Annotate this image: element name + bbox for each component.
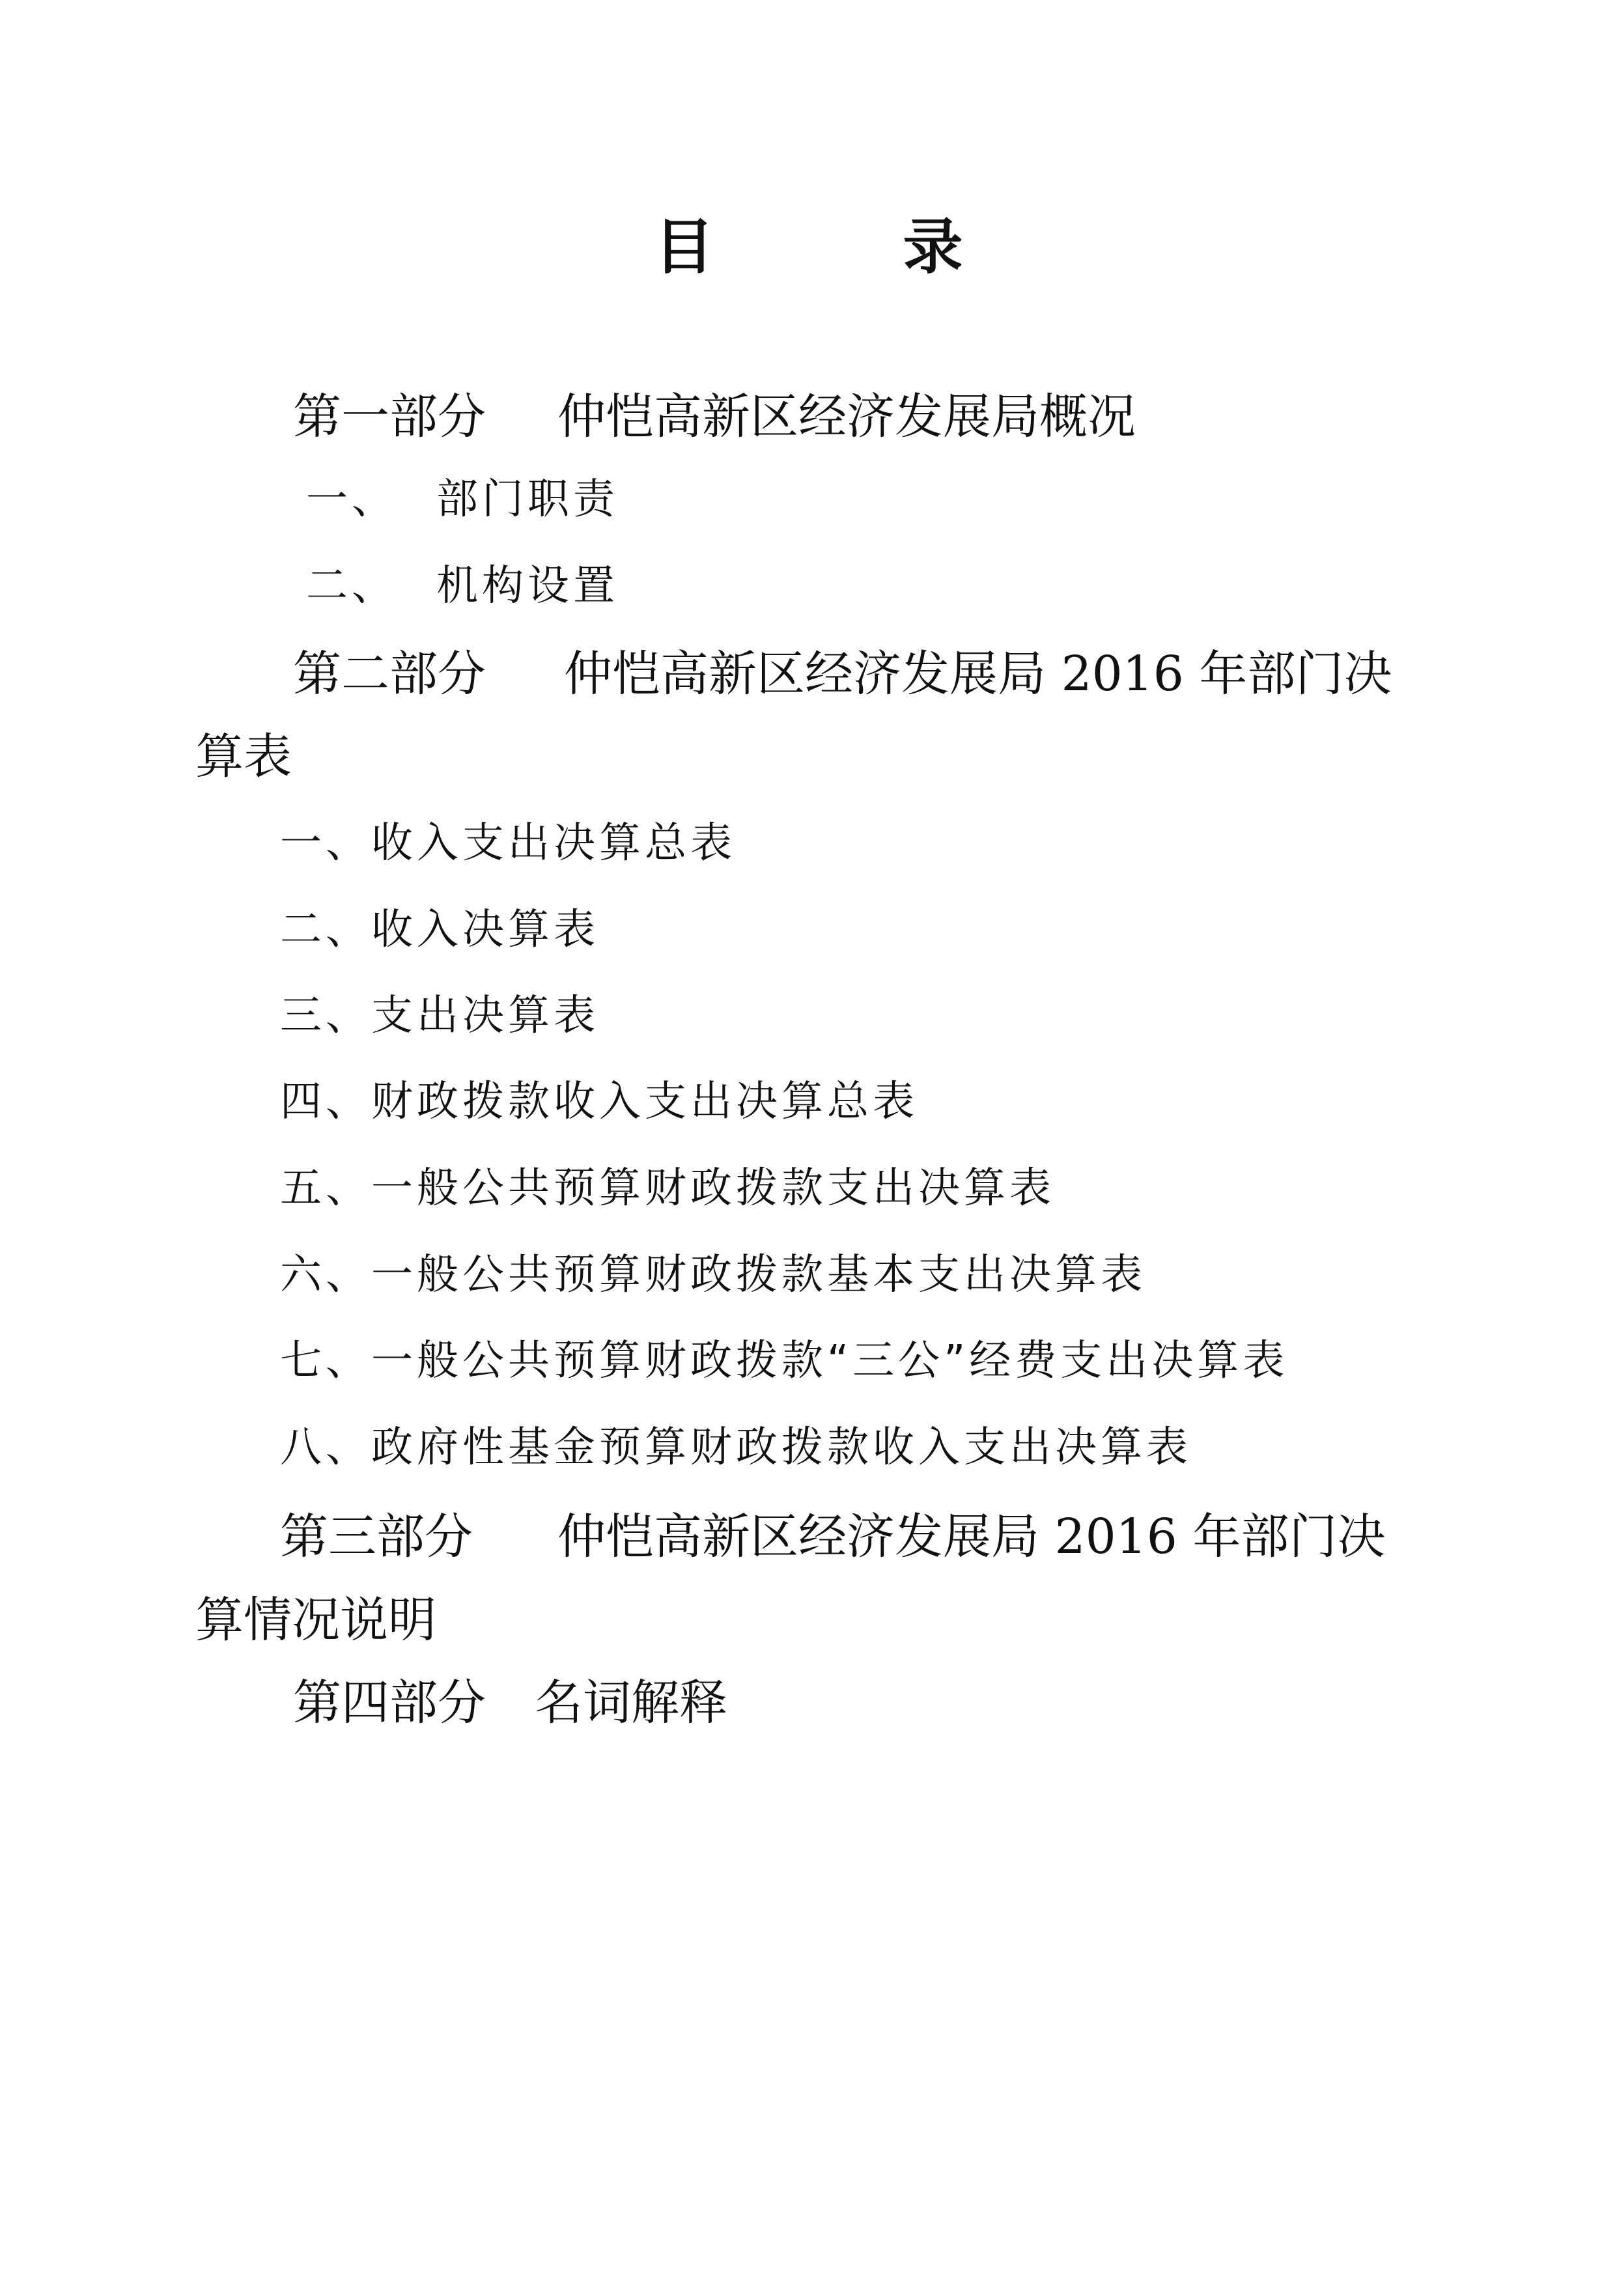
item-number: 二、 xyxy=(306,562,397,610)
item-text: 支出决算表 xyxy=(371,992,599,1040)
part-name-line-1: 仲恺高新区经济发展局 2016 年部门决 xyxy=(557,1509,1386,1565)
toc-item xyxy=(280,1162,1055,1214)
part-name: 仲恺高新区经济发展局概况 xyxy=(557,389,1136,445)
part-label: 第四部分 xyxy=(293,1675,486,1731)
item-number: 四、 xyxy=(280,1078,371,1126)
toc-item xyxy=(280,817,736,869)
item-text: 一般公共预算财政拨款支出决算表 xyxy=(371,1164,1055,1212)
toc-item xyxy=(280,1335,1288,1387)
item-text: 财政拨款收入支出决算总表 xyxy=(371,1078,918,1126)
part-name: 名词解释 xyxy=(535,1675,727,1731)
item-number: 五、 xyxy=(280,1164,371,1212)
item-text: 一般公共预算财政拨款基本支出决算表 xyxy=(371,1251,1146,1299)
item-text: 部门职责 xyxy=(436,475,619,524)
item-number: 八、 xyxy=(280,1423,371,1472)
item-number: 三、 xyxy=(280,992,371,1040)
toc-part-3-continuation xyxy=(195,1591,436,1649)
item-text: 收入决算表 xyxy=(371,906,599,954)
item-number: 七、 xyxy=(280,1337,371,1385)
toc-part-2 xyxy=(293,645,1392,703)
toc-item xyxy=(280,1249,1146,1301)
toc-part-3 xyxy=(280,1507,1385,1566)
toc-part-2-continuation xyxy=(195,727,292,786)
part-name-line-2: 算表 xyxy=(195,729,292,785)
item-number: 二、 xyxy=(280,906,371,954)
toc-item xyxy=(280,990,599,1042)
item-number: 六、 xyxy=(280,1251,371,1299)
item-text: 机构设置 xyxy=(436,562,619,610)
toc-item xyxy=(306,473,619,525)
item-number: 一、 xyxy=(280,819,371,867)
part-label: 第二部分 xyxy=(293,646,486,702)
part-label: 第三部分 xyxy=(280,1509,473,1565)
toc-part-4 xyxy=(293,1673,727,1732)
part-label: 第一部分 xyxy=(293,389,486,445)
toc-item xyxy=(280,904,599,956)
part-name-line-1: 仲恺高新区经济发展局 2016 年部门决 xyxy=(564,646,1392,702)
toc-item xyxy=(280,1076,918,1128)
item-text: 一般公共预算财政拨款“三公”经费支出决算表 xyxy=(371,1337,1289,1385)
toc-item xyxy=(280,1421,1192,1474)
item-text: 政府性基金预算财政拨款收入支出决算表 xyxy=(371,1423,1192,1472)
page-title xyxy=(0,208,1617,287)
part-name-line-2: 算情况说明 xyxy=(195,1592,436,1648)
toc-part-1 xyxy=(293,387,1136,446)
title-char-left: 目 xyxy=(654,212,714,282)
item-number: 一、 xyxy=(306,475,397,524)
title-char-right: 录 xyxy=(903,212,963,282)
toc-item xyxy=(306,560,619,612)
item-text: 收入支出决算总表 xyxy=(371,819,736,867)
